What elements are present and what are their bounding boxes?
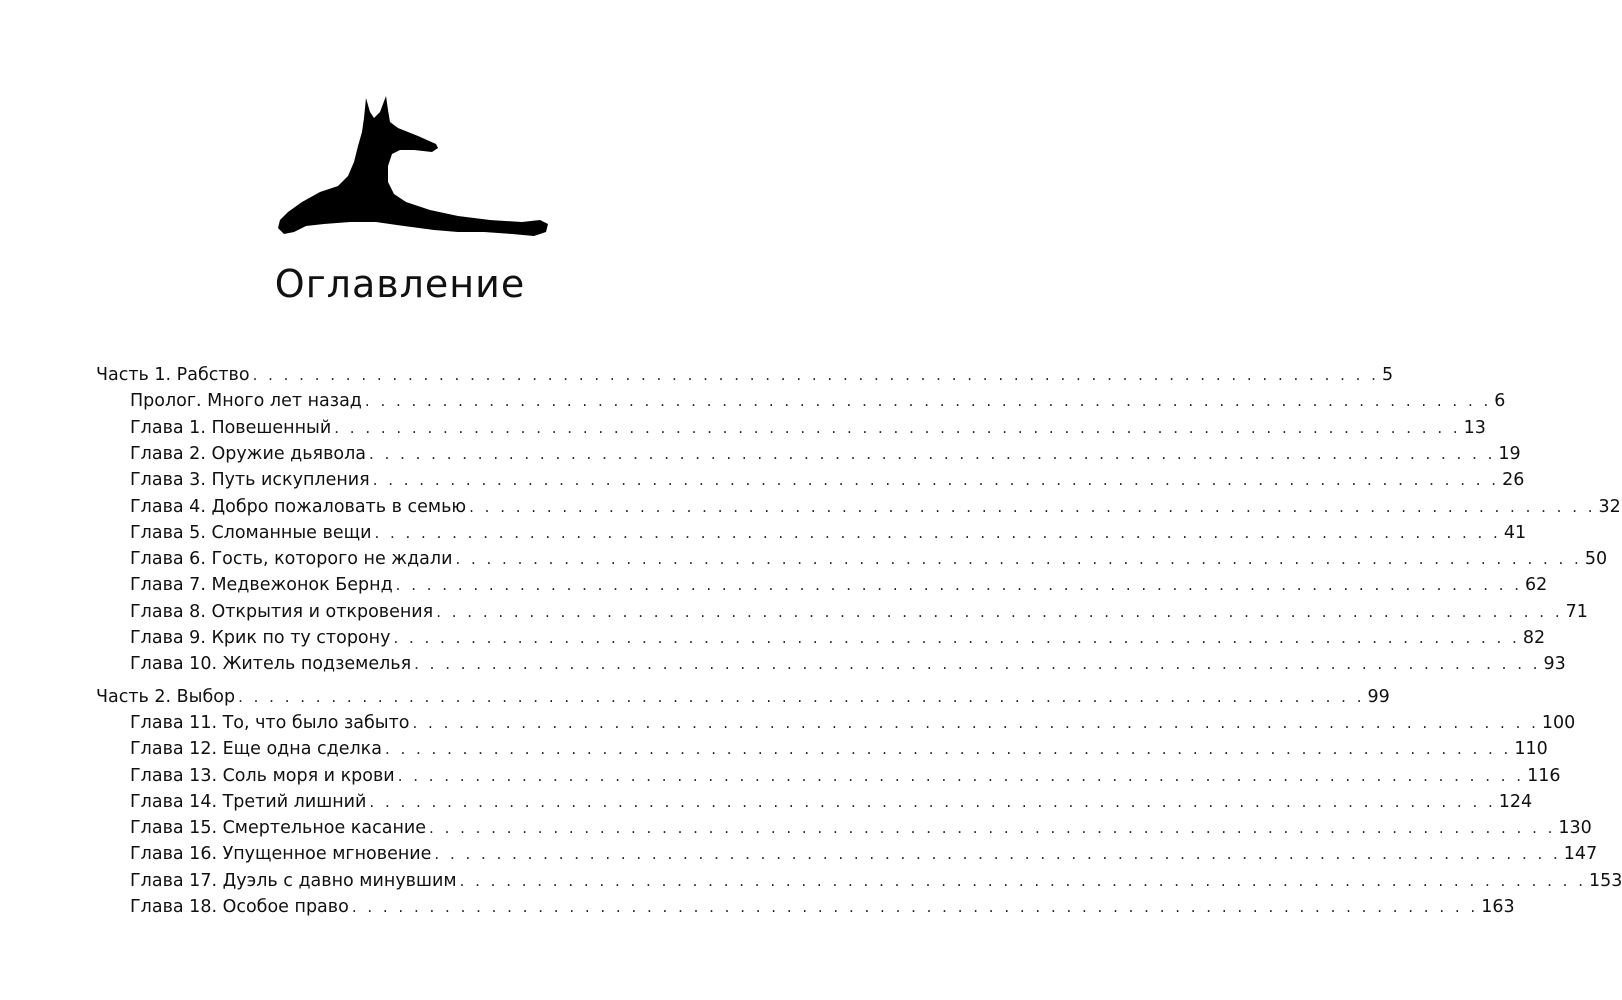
- toc-leader-dots: . . . . . . . . . . . . . . . . . . . . . . . . . . . . . . . . . . . . . . . . . . . . . . . . . . . . . . . . . . . . . . . . . . . . . . . . .: [436, 602, 1563, 621]
- toc-page-number: 93: [1543, 654, 1566, 675]
- dog-silhouette-icon: [272, 92, 552, 242]
- toc-leader-dots: . . . . . . . . . . . . . . . . . . . . . . . . . . . . . . . . . . . . . . . . . . . . . . . . . . . . . . . . . . . . . . . . . . . . . . . . .: [393, 629, 1520, 647]
- toc-leader-dots: . . . . . . . . . . . . . . . . . . . . . . . . . . . . . . . . . . . . . . . . . . . . . . . . . . . . . . . . . . . . . . . . . . . . . . . . .: [414, 655, 1541, 674]
- toc-page-number: 50: [1584, 549, 1608, 570]
- toc-page-number: 41: [1503, 522, 1527, 543]
- toc-chapter-entry: [130, 894, 1515, 920]
- toc-chapter-entry: [130, 763, 1561, 789]
- toc-page-number: 153: [1588, 870, 1622, 891]
- toc-entry-title: Глава 3. Путь искупления: [130, 470, 370, 491]
- toc-leader-dots: . . . . . . . . . . . . . . . . . . . . . . . . . . . . . . . . . . . . . . . . . . . . . . . . . . . . . . . . . . . . . . . . . . . . . . . . .: [364, 392, 1492, 411]
- toc-leader-dots: . . . . . . . . . . . . . . . . . . . . . . . . . . . . . . . . . . . . . . . . . . . . . . . . . . . . . . . . . . . . . . . . . . . . . . . . .: [374, 523, 1501, 542]
- toc-entry-title: Глава 1. Повешенный: [130, 417, 332, 438]
- toc-page-number: 26: [1502, 470, 1525, 491]
- toc-entry-title: Пролог. Много лет назад: [130, 391, 362, 412]
- toc-chapter-entry: [130, 546, 1608, 572]
- toc-entry-title: Глава 7. Медвежонок Бернд: [130, 575, 393, 596]
- toc-chapter-entry: [130, 625, 1546, 651]
- toc-leader-dots: . . . . . . . . . . . . . . . . . . . . . . . . . . . . . . . . . . . . . . . . . . . . . . . . . . . . . . . . . . . . . . . . . . . . . . . . .: [369, 444, 1496, 463]
- toc-entry-title: Глава 11. То, что было забыто: [130, 712, 410, 733]
- toc-page-number: 163: [1481, 897, 1515, 917]
- toc-chapter-entry: [130, 415, 1486, 441]
- toc-leader-dots: . . . . . . . . . . . . . . . . . . . . . . . . . . . . . . . . . . . . . . . . . . . . . . . . . . . . . . . . . . . . . . . . . . . . . . . . .: [469, 497, 1596, 516]
- toc-part-entry: [96, 684, 1390, 710]
- toc-page-number: 5: [1381, 365, 1394, 385]
- toc-leader-dots: . . . . . . . . . . . . . . . . . . . . . . . . . . . . . . . . . . . . . . . . . . . . . . . . . . . . . . . . . . . . . . . . . . . . . . . . .: [395, 576, 1523, 595]
- toc-chapter-entry: [130, 815, 1592, 841]
- toc-page-number: 62: [1525, 575, 1548, 596]
- toc-leader-dots: . . . . . . . . . . . . . . . . . . . . . . . . . . . . . . . . . . . . . . . . . . . . . . . . . . . . . . . . . . . . . . . . . . . . . . . . .: [412, 713, 1539, 732]
- toc-entry-title: Глава 12. Еще одна сделка: [130, 739, 382, 760]
- toc-page-number: 71: [1565, 601, 1588, 622]
- toc-chapter-entry: [130, 599, 1588, 625]
- toc-entry-title: Глава 10. Житель подземелья: [130, 654, 412, 675]
- page-title: Оглавление: [274, 262, 526, 306]
- toc-chapter-entry: [130, 572, 1548, 598]
- toc-page-number: 6: [1494, 391, 1506, 412]
- toc-page-number: 110: [1514, 739, 1548, 760]
- toc-chapter-entry: [130, 441, 1521, 467]
- toc-page-number: 147: [1563, 844, 1598, 865]
- toc-leader-dots: . . . . . . . . . . . . . . . . . . . . . . . . . . . . . . . . . . . . . . . . . . . . . . . . . . . . . . . . . . . . . . . . . . . . . . . . .: [351, 898, 1479, 916]
- toc-entry-title: Глава 14. Третий лишний: [130, 791, 367, 812]
- toc-chapter-entry: [130, 868, 1622, 894]
- toc-entry-title: Глава 2. Оружие дьявола: [130, 443, 367, 464]
- toc-leader-dots: . . . . . . . . . . . . . . . . . . . . . . . . . . . . . . . . . . . . . . . . . . . . . . . . . . . . . . . . . . . . . . . . . . . . . . . . .: [252, 366, 1379, 384]
- toc-leader-dots: . . . . . . . . . . . . . . . . . . . . . . . . . . . . . . . . . . . . . . . . . . . . . . . . . . . . . . . . . . . . . . . . . . . . . . . . .: [434, 845, 1561, 864]
- toc-page-number: 82: [1522, 628, 1546, 648]
- toc-chapter-entry: [130, 651, 1566, 677]
- toc-chapter-entry: [130, 494, 1621, 520]
- toc-leader-dots: . . . . . . . . . . . . . . . . . . . . . . . . . . . . . . . . . . . . . . . . . . . . . . . . . . . . . . . . . . . . . . . . . . . . . . . . .: [429, 819, 1556, 838]
- toc-page-number: 19: [1498, 443, 1521, 464]
- toc-chapter-entry: [130, 789, 1533, 815]
- toc-chapter-entry: [130, 710, 1576, 736]
- toc-leader-dots: . . . . . . . . . . . . . . . . . . . . . . . . . . . . . . . . . . . . . . . . . . . . . . . . . . . . . . . . . . . . . . . . . . . . . . . . .: [372, 471, 1500, 490]
- toc-part-entry: [96, 362, 1394, 388]
- toc-leader-dots: . . . . . . . . . . . . . . . . . . . . . . . . . . . . . . . . . . . . . . . . . . . . . . . . . . . . . . . . . . . . . . . . . . . . . . . . .: [334, 418, 1461, 437]
- toc-chapter-entry: [130, 388, 1506, 414]
- toc-entry-title: Часть 2. Выбор: [96, 686, 236, 707]
- toc-page-number: 116: [1527, 765, 1561, 786]
- toc-entry-title: Глава 6. Гость, которого не ждали: [130, 549, 453, 570]
- toc-entry-title: Глава 13. Соль моря и крови: [130, 765, 395, 786]
- toc-page-number: 32: [1598, 496, 1621, 517]
- toc-leader-dots: . . . . . . . . . . . . . . . . . . . . . . . . . . . . . . . . . . . . . . . . . . . . . . . . . . . . . . . . . . . . . . . . . . . . . . . . .: [238, 687, 1365, 706]
- toc-entry-title: Глава 4. Добро пожаловать в семью: [130, 496, 467, 517]
- toc-page-number: 99: [1367, 686, 1390, 707]
- toc-chapter-entry: [130, 467, 1525, 493]
- toc-chapter-entry: [130, 841, 1598, 867]
- toc-chapter-entry: [130, 520, 1527, 546]
- toc-page-number: 100: [1541, 712, 1576, 733]
- toc-leader-dots: . . . . . . . . . . . . . . . . . . . . . . . . . . . . . . . . . . . . . . . . . . . . . . . . . . . . . . . . . . . . . . . . . . . . . . . . .: [369, 792, 1496, 811]
- toc-leader-dots: . . . . . . . . . . . . . . . . . . . . . . . . . . . . . . . . . . . . . . . . . . . . . . . . . . . . . . . . . . . . . . . . . . . . . . . . .: [455, 550, 1582, 569]
- toc-entry-title: Глава 8. Открытия и откровения: [130, 601, 434, 622]
- toc-entry-title: Глава 16. Упущенное мгновение: [130, 844, 432, 865]
- toc-entry-title: Глава 18. Особое право: [130, 897, 349, 917]
- toc-leader-dots: . . . . . . . . . . . . . . . . . . . . . . . . . . . . . . . . . . . . . . . . . . . . . . . . . . . . . . . . . . . . . . . . . . . . . . . . .: [397, 766, 1525, 785]
- toc-page-number: 13: [1463, 417, 1486, 438]
- toc-leader-dots: . . . . . . . . . . . . . . . . . . . . . . . . . . . . . . . . . . . . . . . . . . . . . . . . . . . . . . . . . . . . . . . . . . . . . . . . .: [384, 740, 1512, 759]
- toc-entry-title: Глава 5. Сломанные вещи: [130, 522, 372, 543]
- toc-chapter-entry: [130, 736, 1548, 762]
- toc-entry-title: Глава 15. Смертельное касание: [130, 818, 427, 839]
- toc-entry-title: Часть 1. Рабство: [96, 365, 250, 385]
- toc-leader-dots: . . . . . . . . . . . . . . . . . . . . . . . . . . . . . . . . . . . . . . . . . . . . . . . . . . . . . . . . . . . . . . . . . . . . . . . . .: [459, 871, 1586, 890]
- toc-page-number: 124: [1498, 791, 1533, 812]
- toc-entry-title: Глава 9. Крик по ту сторону: [130, 628, 391, 648]
- toc-page-number: 130: [1558, 818, 1592, 839]
- toc-entry-title: Глава 17. Дуэль с давно минувшим: [130, 870, 457, 891]
